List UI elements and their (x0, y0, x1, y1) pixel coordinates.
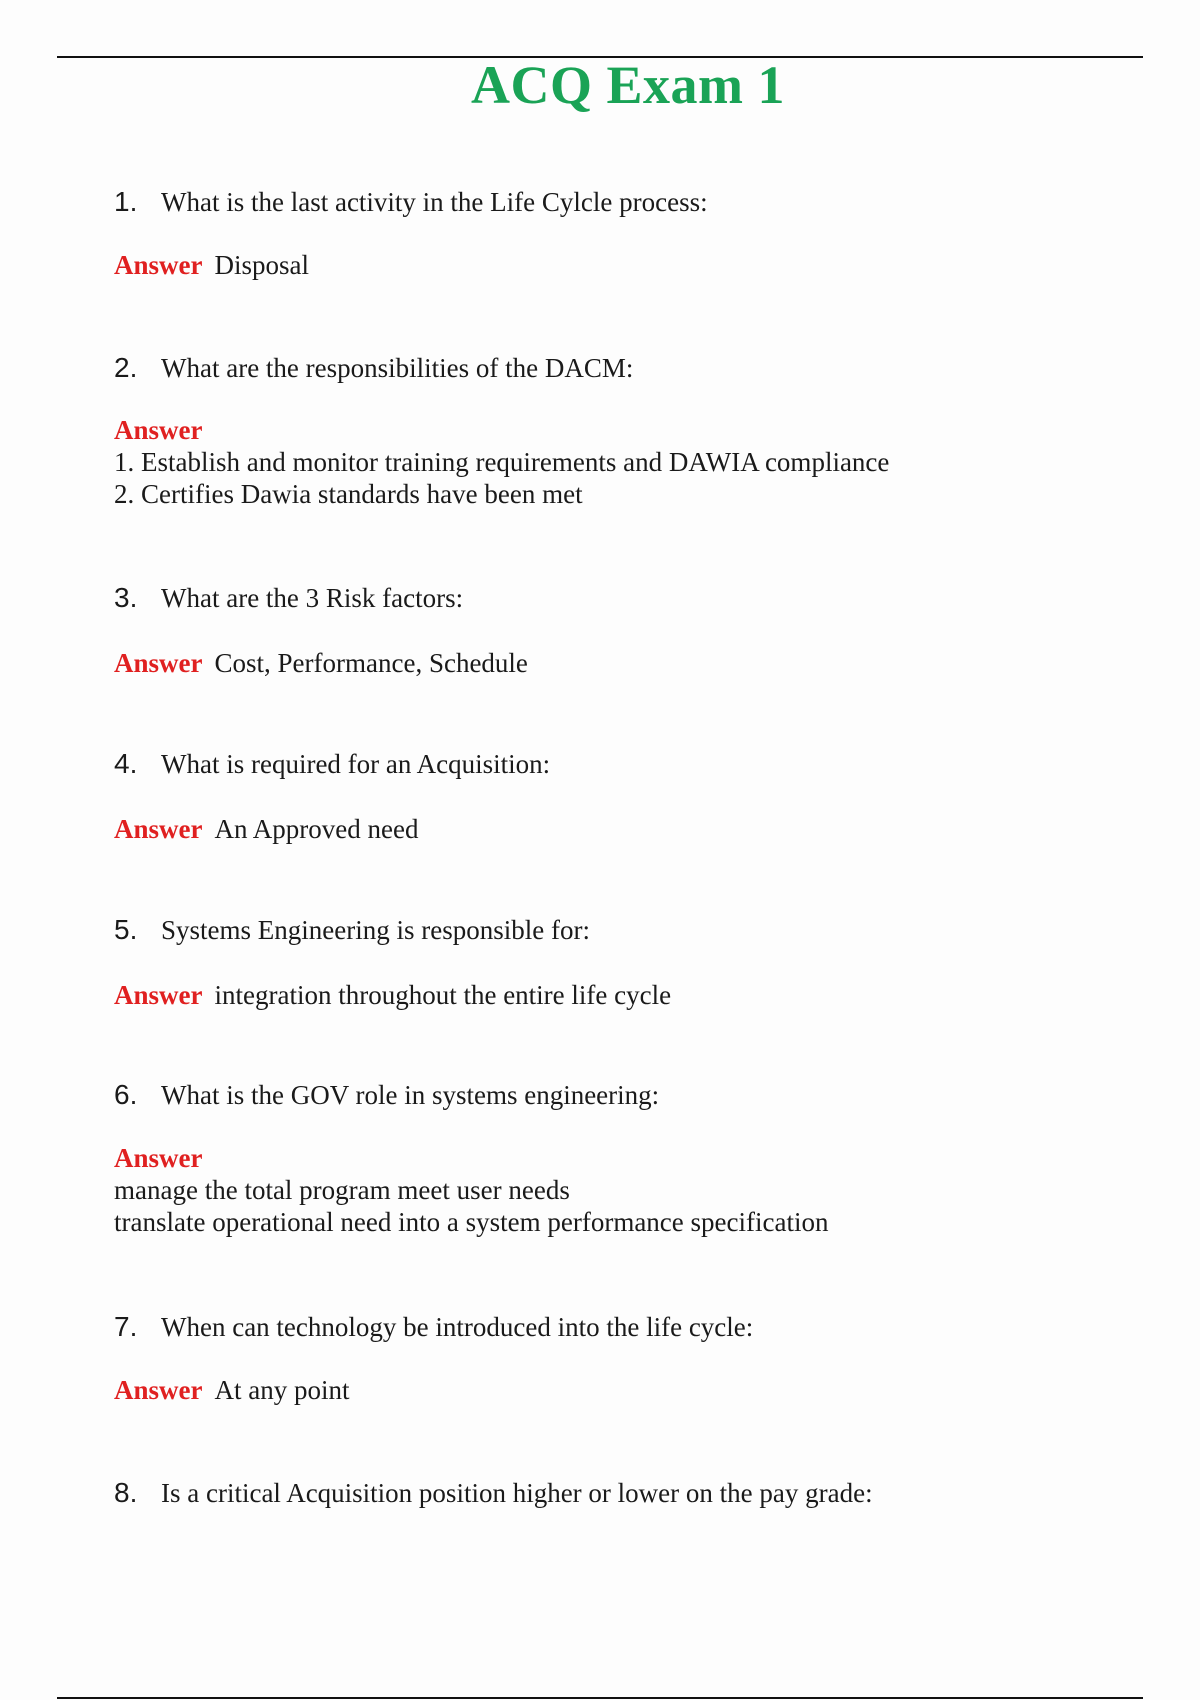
answer-4 (114, 813, 418, 845)
question-text: Is a critical Acquisition position higher or lower on the pay grade: (161, 1478, 873, 1508)
question-text: When can technology be introduced into the life cycle: (161, 1312, 754, 1342)
answer-label: Answer (114, 250, 203, 280)
question-text: What are the responsibilities of the DACM: (161, 353, 634, 383)
question-4 (114, 748, 550, 780)
answer-1 (114, 249, 309, 281)
question-text: What is the last activity in the Life Cylcle process: (161, 187, 708, 217)
question-text: What is required for an Acquisition: (161, 749, 551, 779)
answer-label: Answer (114, 814, 203, 844)
answer-text: Disposal (214, 250, 309, 280)
answer-5 (114, 979, 671, 1011)
answer-text: 2. Certifies Dawia standards have been met (114, 479, 583, 509)
question-6 (114, 1079, 659, 1111)
answer-label: Answer (114, 1375, 203, 1405)
answer-text: translate operational need into a system performance specification (114, 1207, 829, 1237)
bottom-rule (57, 1697, 1143, 1699)
answer-text: manage the total program meet user needs (114, 1175, 570, 1205)
question-number: 4. (114, 748, 138, 779)
question-5 (114, 914, 590, 946)
answer-text: Cost, Performance, Schedule (214, 648, 528, 678)
page-title: ACQ Exam 1 (471, 55, 785, 115)
answer-3 (114, 647, 528, 679)
answer-text: At any point (214, 1375, 350, 1405)
question-number: 2. (114, 352, 138, 383)
question-7 (114, 1311, 753, 1343)
question-3 (114, 582, 463, 614)
answer-label: Answer (114, 980, 203, 1010)
question-2 (114, 352, 633, 384)
question-number: 8. (114, 1477, 138, 1508)
answer-label: Answer (114, 415, 203, 445)
answer-6 (114, 1142, 828, 1238)
question-text: Systems Engineering is responsible for: (161, 915, 590, 945)
question-text: What is the GOV role in systems engineering: (161, 1080, 660, 1110)
answer-label: Answer (114, 1143, 203, 1173)
question-1 (114, 186, 708, 218)
answer-7 (114, 1374, 350, 1406)
answer-text: integration throughout the entire life cycle (214, 980, 672, 1010)
question-text: What are the 3 Risk factors: (161, 583, 464, 613)
question-8 (114, 1477, 873, 1509)
answer-text: An Approved need (214, 814, 419, 844)
answer-2 (114, 414, 889, 510)
question-number: 3. (114, 582, 138, 613)
answer-text: 1. Establish and monitor training requirements and DAWIA compliance (114, 447, 890, 477)
answer-label: Answer (114, 648, 203, 678)
question-number: 5. (114, 914, 138, 945)
question-number: 6. (114, 1079, 138, 1110)
question-number: 1. (114, 186, 138, 217)
question-number: 7. (114, 1311, 138, 1342)
